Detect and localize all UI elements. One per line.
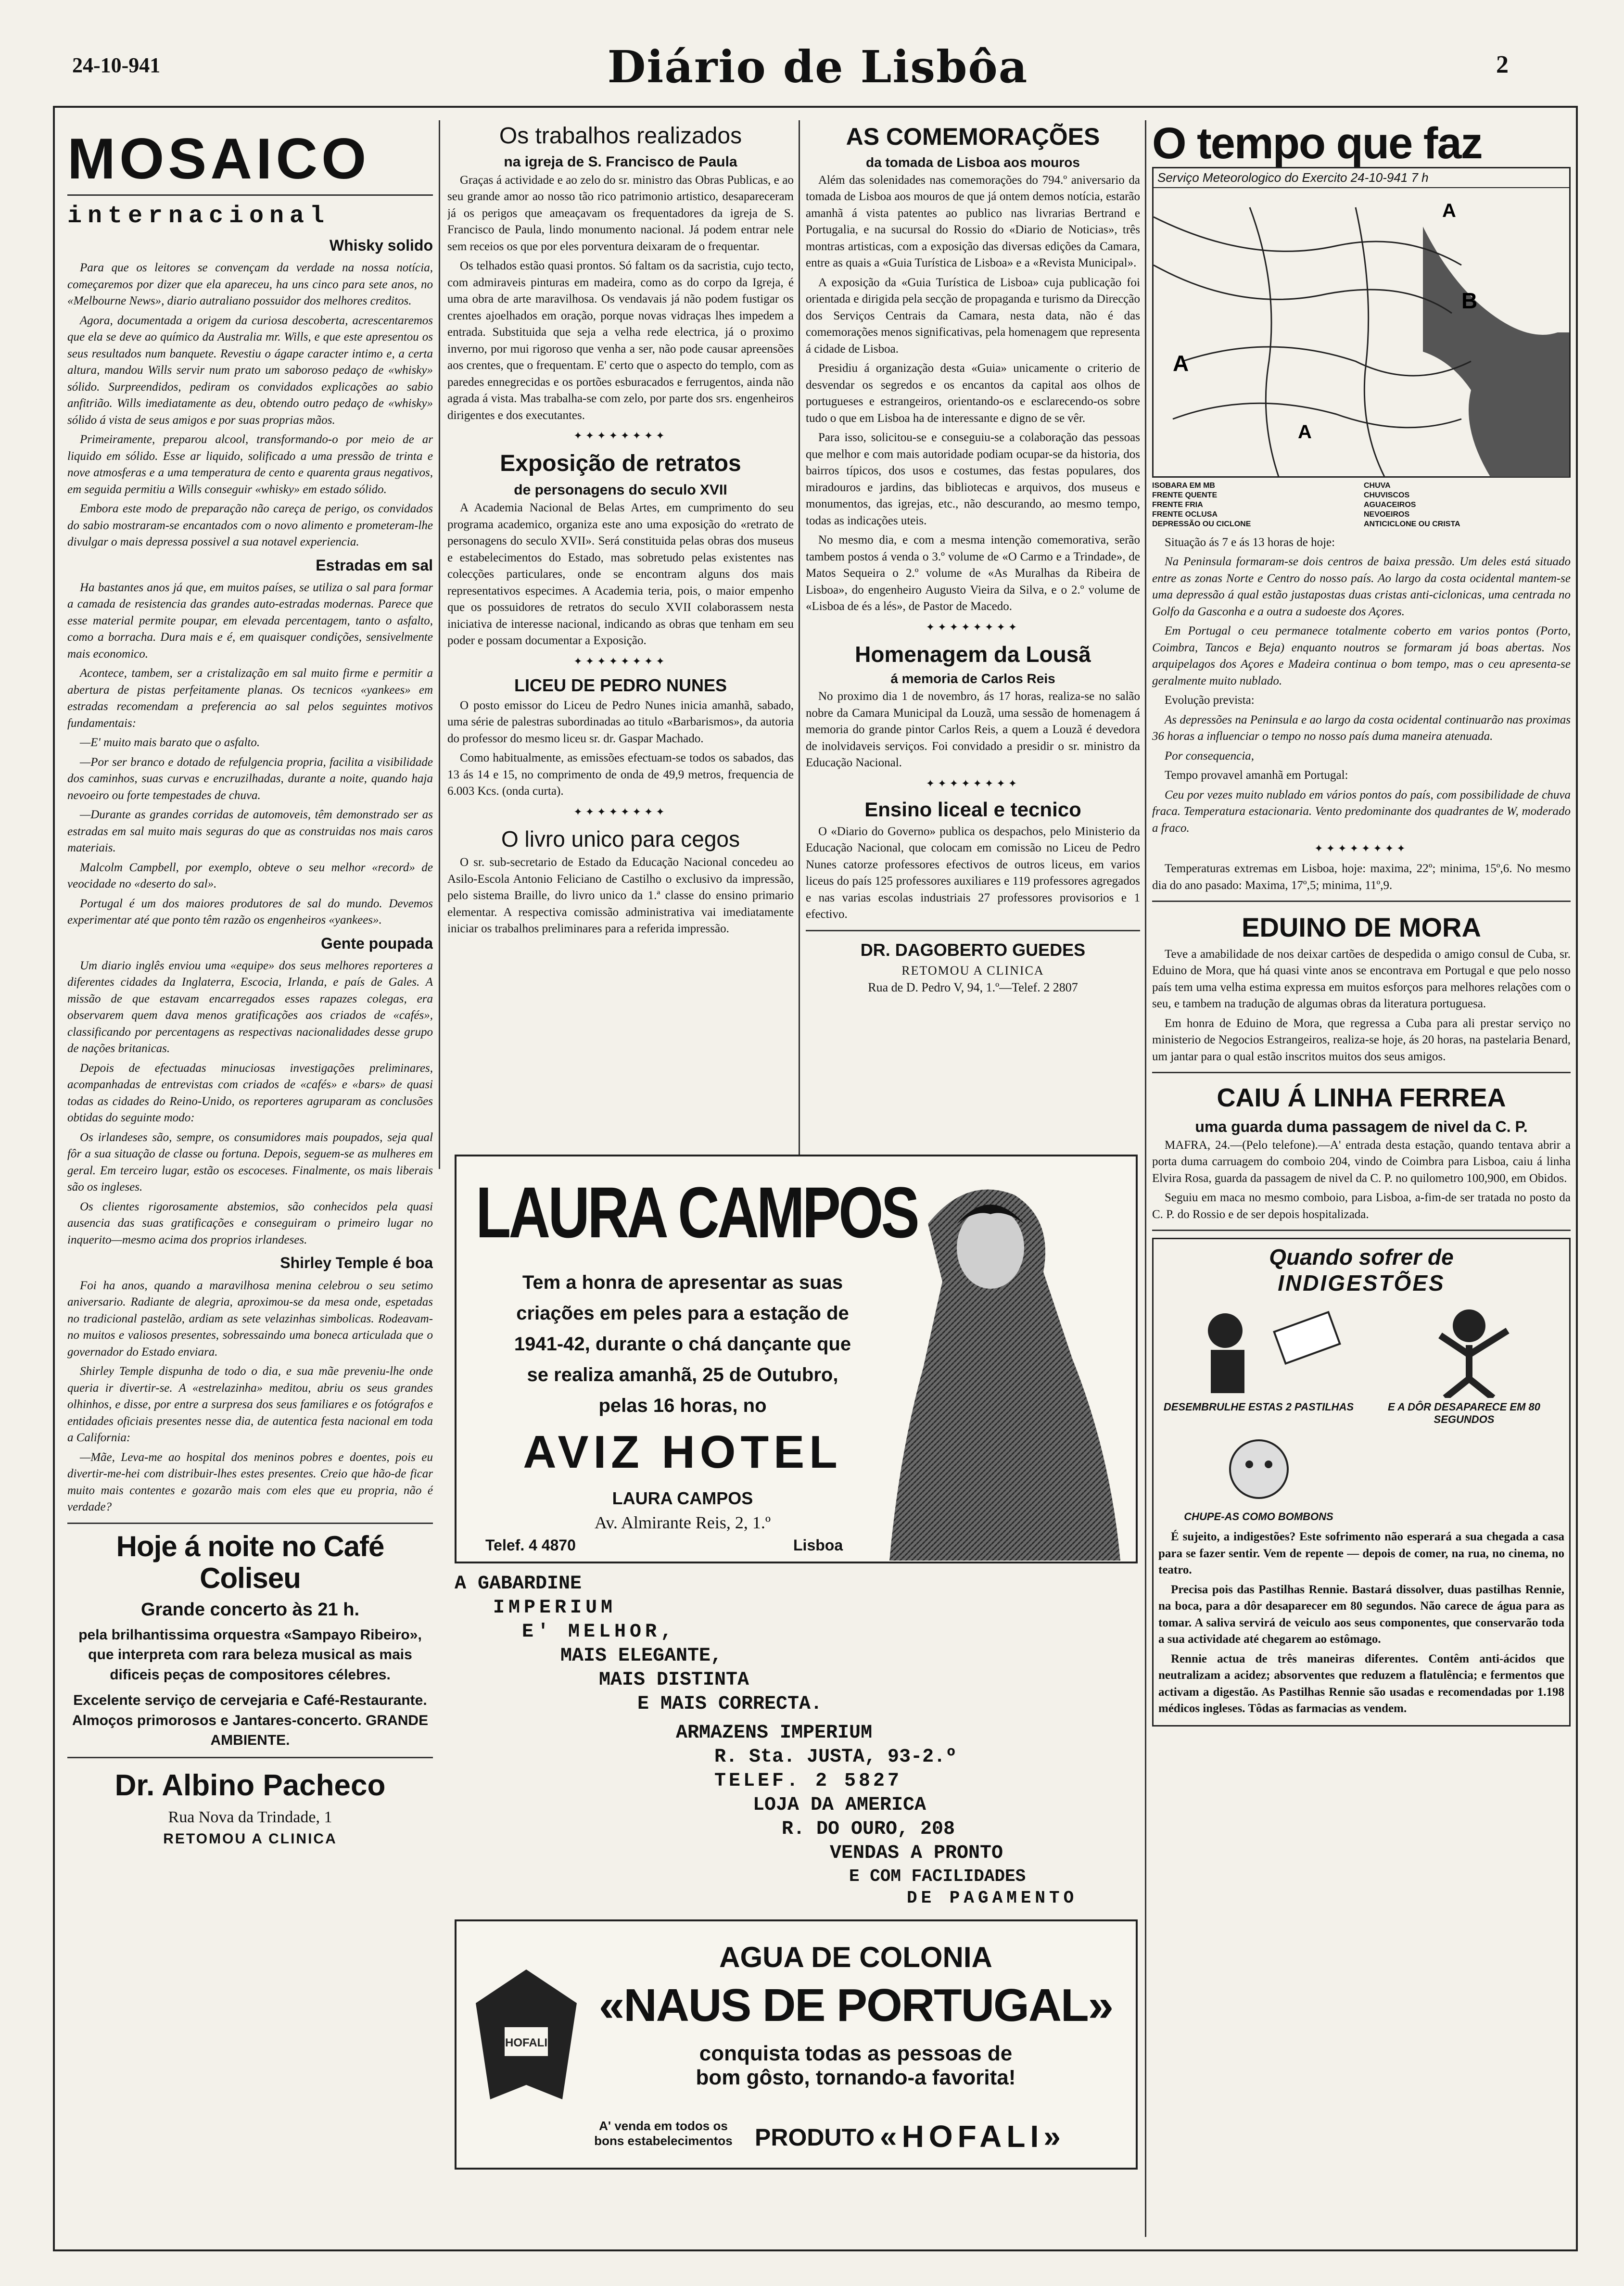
laura-title: LAURA CAMPOS (476, 1172, 917, 1253)
paragraph: Depois de efectuadas minuciosas investigações preliminares, acompanhadas de entrevistas com criados de «cafés» e «bars» de quasi todas as cidades do Reino-Unido, os reporteres agruparam as conclusões obtidas do seguinte modo: (67, 1061, 433, 1125)
figure-icon (1167, 1302, 1350, 1398)
coliseu-line: Grande concerto às 21 h. (140, 1599, 360, 1620)
tempo-title: O tempo que faz (1152, 120, 1482, 168)
gabardine-line: LOJA DA AMERICA (753, 1794, 926, 1816)
naus-line: conquista todas as pessoas de bom gôsto, tornando-a favorita! (696, 2042, 1016, 2089)
eagle-emblem-icon (471, 1965, 582, 2109)
coliseu-title: Hoje á noite no Café Coliseu (116, 1530, 384, 1594)
laura-campos-ad (455, 1155, 1138, 1563)
eduino-title: EDUINO DE MORA (1242, 912, 1481, 943)
paragraph: No proximo dia 1 de novembro, ás 17 horas, realiza-se no salão nobre da Camara Municipal da Louzã, uma sessão de homenagem á memoria do grande pintor Carlos Reis, a quem a Louzã é devedora de inolvidaveis serviços. Foi convidado a presidir o sr. ministro da Educação Nacional. (806, 690, 1140, 770)
livro-title: O livro unico para cegos (501, 826, 740, 851)
separator: ✦✦✦✦✦✦✦✦ (926, 621, 1020, 633)
fur-coat-model-illustration (870, 1166, 1130, 1561)
naus-line: «HOFALI» (880, 2119, 1066, 2154)
rennie-illustration (1158, 1431, 1359, 1523)
paragraph: As depressões na Peninsula e ao largo da costa ocidental continuarão nas proximas 36 horas a influenciar o tempo no nosso país duma maneira atenuada. (1152, 713, 1571, 743)
section-heading: Shirley Temple é boa (280, 1254, 433, 1272)
paragraph: Ceu por vezes muito nublado em vários pontos do país, com possibilidade de chuva fraca. Temperatura estacionaria. Vento predominante dos quadrantes de W, moderado a fraco. (1152, 788, 1571, 835)
liceu-title: LICEU DE PEDRO NUNES (514, 675, 727, 695)
lousa-title: Homenagem da Lousã (855, 641, 1091, 667)
legend-item: CHUVISCOS (1364, 491, 1410, 499)
paragraph: —Mãe, Leva-me ao hospital dos meninos pobres e doentes, pois eu divertir-me-hei com distribuir-lhes estes presentes. Creio que hão-de ficar muito mais contentes e gozarão mais com eles que eu propria, não é verdade? (67, 1450, 433, 1514)
isobar-map (1154, 188, 1569, 477)
figure-icon (1373, 1302, 1556, 1398)
laura-text: Tem a honra de apresentar as suas criações em peles para a estação de 1941-42, durante o chá dançante que se realiza amanhã, 25 de Outubro, pelas 16 horas, no (514, 1272, 851, 1416)
paragraph: Acontece, tambem, ser a cristalização em sal muito firme e permitir a abertura de pistas perfeitamente planas. Os tecnicos «yankees» em estradas recomendam a preferencia ao sal pelos seguintes motivos fundamentais: (67, 667, 433, 730)
exposicao-subtitle: de personagens do seculo XVII (514, 482, 727, 498)
mosaico-title: MOSAICO (67, 127, 370, 191)
paragraph: Ha bastantes anos já que, em muitos países, se utiliza o sal para formar a camada de resistencia das grandes auto-estradas modernas. Parece que esse material permite poupar, em elevada percentagem, tanto o asfalto, como a borracha. Dura mais e é, em quaisquer condições, sensivelmente mais economico. (67, 581, 433, 660)
map-legend (1152, 482, 1571, 529)
map-letter: B (1461, 288, 1478, 313)
paragraph: Presidiu á organização desta «Guia» unicamente o criterio de desvendar os segredos e os encantos da capital aos olhos de portugueses e estrangeiros, orientando-os e esclarecendo-os sobre tudo o que em Lisboa ha de interessante e digno de se vêr. (806, 362, 1140, 425)
paragraph: Embora este modo de preparação não careça de perigo, os convidados do sabio mostraram-se encantados com o novo alimento e prometeram-lhe divulgar o mais depressa possivel a sua notavel experiencia. (67, 502, 433, 549)
paragraph: Evolução prevista: (1165, 694, 1255, 707)
figure-icon (1167, 1431, 1350, 1508)
laura-address: Av. Almirante Reis, 2, 1.º (594, 1513, 771, 1532)
page-number: 2 (1496, 51, 1509, 78)
coliseu-line: Excelente serviço de cervejaria e Café-Restaurante. Almoços primorosos e Jantares-concerto. GRANDE AMBIENTE. (72, 1692, 429, 1749)
linha-subtitle: uma guarda duma passagem de nivel da C. P. (1195, 1118, 1528, 1135)
legend-item: ANTICICLONE OU CRISTA (1364, 520, 1460, 528)
paragraph: Os telhados estão quasi prontos. Só faltam os da sacristia, cujo tecto, com admiraveis pinturas em madeira, como as do corpo da Igreja, é uma obra de arte maravilhosa. Os vendavais já não podem fustigar os crentes ajoelhados em oração, porque novas vidraças lhes impedem a entrada. Substituida que seja a velha rede electrica, já o proximo inverno, por mui rigoroso que venha a ser, não pode causar apreensões aos crentes, que o frequentam. E' certo que o aspecto do templo, com as paredes ennegrecidas e os portões esburacados e ferrugentos, ainda não agrada á vista. Mas trabalha-se com zelo, por parte dos srs. engenheiros dirigentes e dos executantes. (447, 259, 794, 422)
map-letter: A (1298, 421, 1312, 443)
separator: ✦✦✦✦✦✦✦✦ (573, 430, 668, 442)
linha-title: CAIU Á LINHA FERREA (1217, 1083, 1506, 1113)
gabardine-line: E MAIS CORRECTA. (637, 1693, 823, 1715)
trabalhos-title: Os trabalhos realizados (499, 123, 742, 149)
paragraph: Para isso, solicitou-se e conseguiu-se a colaboração das pessoas que melhor e com mais autoridade podiam ocupar-se da historia, dos bairros típicos, dos usos e costumes, das festas populares, dos miradouros e jardins, das bibliotecas e arquivos, dos museus e monumentos, das igrejas, etc., não descurando, ao mesmo tempo, todas as indicações uteis. (806, 431, 1140, 527)
paragraph: Os clientes rigorosamente abstemios, são conhecidos pela quasi ausencia das suas gratificações e conseguiram o primeiro lugar no inquerito—mesmo acima dos proprios irlandeses. (67, 1200, 433, 1246)
gabardine-line: R. DO OURO, 208 (782, 1818, 955, 1840)
paragraph: É sujeito, a indigestões? Este sofrimento não esperará a sua chegada a casa para se fazer sentir. Vem de repente — depois de comer, na rua, no cinema, no teatro. (1158, 1530, 1564, 1577)
legend-item: FRENTE QUENTE (1152, 491, 1218, 499)
pacheco-note: RETOMOU A CLINICA (163, 1830, 337, 1847)
paragraph: Seguiu em maca no mesmo comboio, para Lisboa, a-fim-de ser tratada no posto da C. P. do Rossio e de ser depois hospitalizada. (1152, 1191, 1571, 1221)
trabalhos-subtitle: na igreja de S. Francisco de Paula (504, 154, 737, 170)
legend-item: FRENTE OCLUSA (1152, 510, 1218, 519)
paragraph: O sr. sub-secretario de Estado da Educação Nacional concedeu ao Asilo-Escola Antonio Feliciano de Castilho o exclusivo da impressão, pelo sistema Braille, do livro unico da 1.ª classe do ensino primario elementar. A respectiva comissão administrativa vai imediatamente iniciar os trabalhos preliminares para a referida impressão. (447, 856, 794, 936)
paragraph: A exposição da «Guia Turística de Lisboa» cuja publicação foi orientada e dirigida pela secção de propaganda e turismo da Direcção dos Serviços Centrais da Camara, nesta data, não é das comemorações menos significativas, pela homenagem que representa á cidade de Lisboa. (806, 276, 1140, 356)
separator: ✦✦✦✦✦✦✦✦ (1314, 842, 1408, 855)
legend-item: FRENTE FRIA (1152, 500, 1203, 509)
paragraph: Como habitualmente, as emissões efectuam-se todos os sabados, das 13 ás 14 e 15, no comprimento de onda de 49,9 metros, frequencia de 6.003 Kcs. (onda curta). (447, 751, 794, 798)
column-4 (1152, 120, 1571, 2237)
laura-phone: Telef. 4 4870 (485, 1537, 576, 1554)
paragraph: Precisa pois das Pastilhas Rennie. Bastará dissolver, duas pastilhas Rennie, na boca, para a dôr desaparecer em 80 segundos. Não carece de água para as tomar. A saliva servirá de veiculo aos seus componentes, que conservarão toda a sua actividade até chegarem ao estômago. (1158, 1583, 1564, 1646)
legend-item: NEVOEIROS (1364, 510, 1410, 519)
naus-de-portugal-ad (455, 1919, 1138, 2170)
paragraph: Primeiramente, preparou alcool, transformando-o por meio de ar liquido em sólido. Esse ar liquido, solificado a uma pressão de trinta e nove atmosferas e a uma temperatura de cento e quarenta graus negativos, em seguida permitiu a Wills conseguir «whisky» em estado sólido. (67, 433, 433, 496)
paragraph: Shirley Temple dispunha de todo o dia, e sua mãe preveniu-lhe onde queria ir divertir-se. A «estrelazinha» meditou, abriu os seus grandes olhinhos, e disse, por entre a surpresa dos seus familiares e os fotógrafos e entidades oficiais presentes nesse dia, de autentica festa nacional em toda a California: (67, 1365, 433, 1445)
paragraph: Situação ás 7 e ás 13 horas de hoje: (1165, 535, 1335, 549)
rennie-caption: DESEMBRULHE ESTAS 2 PASTILHAS (1163, 1401, 1354, 1413)
paragraph: Na Peninsula formaram-se dois centros de baixa pressão. Um deles está situado entre as zonas Norte e Centro do nosso país. Ao largo da costa ocidental mantem-se uma depressão á qual estão justapostas duas cristas anti-ciclonicas, uma centrada no Golfo da Gasconha e a outra a sudoeste dos Açores. (1152, 555, 1571, 618)
paragraph: O posto emissor do Liceu de Pedro Nunes inicia amanhã, sabado, uma série de palestras subordinadas ao titulo «Barbarismos», da autoria do professor do mesmo liceu sr. dr. Gaspar Machado. (447, 698, 794, 745)
gabardine-line: VENDAS A PRONTO (830, 1842, 1003, 1864)
paragraph: Graças á actividade e ao zelo do sr. ministro das Obras Publicas, e ao seu grande amor ao nosso tão rico patrimonio artistico, desapareceram já os perigos que ameaçavam os frequentadores da igreja de S. Francisco de Paula, lindo monumento nacional. Já podem entrar nele sem receios os que por eles porventura deixaram de o frequentar. (447, 173, 794, 253)
paragraph: Os irlandeses são, sempre, os consumidores mais poupados, seja qual fôr a sua situação de classe ou fortuna. Depois, seguem-se as mulheres em geral. Em terceiro lugar, estão os escoceses. Finalmente, os mais liberais são os ingleses. (67, 1130, 433, 1194)
naus-line: «NAUS DE PORTUGAL» (598, 1980, 1113, 2031)
paragraph: MAFRA, 24.—(Pelo telefone).—A' entrada desta estação, quando tentava abrir a porta duma carruagem do comboio 204, vindo de Coimbra para Lisboa, caiu á linha Elvira Rosa, guarda da passagem de nivel da C. P. no quilometro 100,900, em Obidos. (1152, 1138, 1571, 1185)
rennie-heading: Quando sofrer de (1269, 1245, 1454, 1270)
naus-line: PRODUTO (755, 2124, 875, 2151)
laura-city: Lisboa (793, 1537, 843, 1554)
paragraph: Rennie actua de três maneiras diferentes. Contêm anti-ácidos que neutralizam a acidez; absorventes que reduzem a flatulência; e fermentos que activam a digestão. As Pastilhas Rennie são usadas e recomendadas por 1.198 médicos ingleses. Tôdas as farmacias as vendem. (1158, 1652, 1564, 1715)
rennie-caption: E A DÔR DESAPARECE EM 80 SEGUNDOS (1387, 1401, 1541, 1426)
rennie-illustration (1364, 1302, 1564, 1426)
section-heading: Whisky solido (329, 237, 433, 254)
legend-item: DEPRESSÃO OU CICLONE (1152, 520, 1251, 528)
paragraph: A Academia Nacional de Belas Artes, em cumprimento do seu programa academico, organiza este ano uma exposição do «retrato de personagens do seculo XVII». Será constituida pelas obras dos museus e estabelecimentos do Estado, mas sobretudo pelas existentes nas colecções particulares, onde se encontram alguns dos mais representativos especimes. A Academia teria, pois, o maior empenho que os possuidores de retratos do seculo XVII colaborassem nesta iniciativa de interesse nacional, indicando as obras que tenham em seu poder e possam documentar a Exposição. (447, 501, 794, 648)
laura-hotel: AVIZ HOTEL (523, 1426, 842, 1478)
ensino-title: Ensino liceal e tecnico (864, 798, 1081, 821)
paragraph: Teve a amabilidade de nos deixar cartões de despedida o amigo consul de Cuba, sr. Eduino de Mora, que há quasi vinte anos se encontrava em Portugal e que pelo nosso país tem uma velha estima expressa em muitos esforços para melhores relações com o seu, e tambem na tradução de algumas obras da literatura portuguesa. (1152, 947, 1571, 1011)
paragraph: Malcolm Campbell, por exemplo, obteve o seu melhor «record» de veocidade no «deserto do sal». (67, 861, 433, 891)
rennie-illustration (1158, 1302, 1359, 1426)
gabardine-line: MAIS ELEGANTE, (560, 1645, 723, 1667)
paragraph: Em Portugal o ceu permanece totalmente coberto em varios pontos (Porto, Coimbra, Tancos e Beja) enquanto noutros se formaram já boas abertas. Nos arquipelagos dos Açores e Madeira continua o bom tempo, mas o ceu apresenta-se geralmente muito nublado. (1152, 624, 1571, 687)
legend-item: ISOBARA EM MB (1152, 481, 1215, 490)
issue-date: 24-10-941 (72, 53, 161, 77)
column-3 (806, 120, 1140, 1159)
gabardine-line: E COM FACILIDADES (849, 1867, 1026, 1886)
column-rule (1145, 120, 1146, 2237)
gabardine-line: E' MELHOR, (522, 1621, 676, 1643)
section-heading: Gente poupada (321, 934, 433, 952)
paragraph: Um diario inglês enviou uma «equipe» dos seus melhores reporteres a diferentes cidades da Inglaterra, Escocia, Irlanda, e país de Gales. A missão de que estavam encarregados esses rapazes colegas, era observarem quem dava menos gratificações aos criados de «cafés», classificando por percentagens as respectivas nacionalidades desse grupo de nações britanicas. (67, 959, 433, 1055)
rennie-caption: CHUPE-AS COMO BOMBONS (1184, 1511, 1333, 1523)
separator: ✦✦✦✦✦✦✦✦ (573, 655, 668, 667)
pacheco-name: Dr. Albino Pacheco (114, 1769, 386, 1803)
lousa-subtitle: á memoria de Carlos Reis (890, 671, 1055, 686)
gabardine-ad (455, 1573, 1138, 1908)
comemoracoes-subtitle: da tomada de Lisboa aos mouros (866, 155, 1080, 170)
paragraph: Temperaturas extremas em Lisboa, hoje: maxima, 22º; minima, 15º,6. No mesmo dia do ano pasado: Maxima, 17º,5; minima, 11º,9. (1152, 862, 1571, 892)
legend-item: AGUACEIROS (1364, 500, 1416, 509)
gabardine-line: TELEF. 2 5827 (714, 1770, 902, 1792)
naus-line: A' venda em todos os bons estabelecimentos (594, 2119, 733, 2148)
map-letter: A (1173, 350, 1189, 376)
guedes-address: Rua de D. Pedro V, 94, 1.º—Telef. 2 2807 (868, 980, 1078, 995)
separator: ✦✦✦✦✦✦✦✦ (926, 777, 1020, 789)
guedes-note: RETOMOU A CLINICA (901, 963, 1044, 978)
guedes-name: DR. DAGOBERTO GUEDES (860, 940, 1086, 960)
map-caption: Serviço Meteorologico do Exercito 24-10-941 7 h (1154, 168, 1569, 188)
paragraph: Por consequencia, (1165, 749, 1255, 762)
gabardine-line: R. Sta. JUSTA, 93-2.º (714, 1746, 957, 1768)
rennie-ad (1152, 1238, 1571, 1727)
newspaper-title: Diário de Lisbôa (607, 41, 1028, 93)
paragraph: Agora, documentada a origem da curiosa descoberta, acrescentaremos que ela se deve ao químico da Australia mr. Wills, e que este apresentou os seus resultados num banquete. Revestiu o ágape caracter intimo e, a certa altura, mandou Wills servir num prato um saboroso pedaço de «whisky» sólido. Surpreendidos, pediram os convidados explicações ao sabio anfitrião. Wills imediatamente as deu, obtendo outro pedaço de «whisky» sólido á vista de seus amigos e por suas proprias mãos. (67, 314, 433, 427)
gabardine-line: IMPERIUM (493, 1597, 617, 1619)
column-2 (447, 120, 794, 1159)
paragraph: Foi ha anos, quando a maravilhosa menina celebrou o seu setimo aniversario. Radiante de alegria, aproximou-se da mesa onde, espetadas no tradicional pastelão, ardiam as sete velazinhas simbolicas. Rodeavam-no muitos e valiosos presentes, sobressaindo uma boneca articulada que o governador do Estado enviara. (67, 1279, 433, 1359)
paragraph: —Durante as grandes corridas de automoveis, têm demonstrado ser as estradas em sal muito mais seguras do que as construidas nos mais caros materiais. (67, 808, 433, 855)
gabardine-line: DE PAGAMENTO (907, 1888, 1078, 1908)
coliseu-line: pela brilhantissima orquestra «Sampayo Ribeiro», que interpreta com rara beleza musical as mais dificeis peças de compositores célebres. (78, 1627, 422, 1683)
paragraph: Para que os leitores se convençam da verdade na nossa notícia, começaremos por dizer que ela apareceu, ha uns cinco para sete anos, no «Melbourne News», diario autraliano possuidor dos melhores creditos. (67, 261, 433, 308)
paragraph: Tempo provavel amanhã em Portugal: (1165, 769, 1348, 782)
logo-text: HOFALI (505, 2036, 547, 2049)
paragraph: Portugal é um dos maiores produtores de sal do mundo. Devemos experimentar até que ponto têm razão os engenheiros «yankees». (67, 897, 433, 927)
paragraph: O «Diario do Governo» publica os despachos, pelo Ministerio da Educação Nacional, que colocam em comissão no Liceu de Pedro Nunes catorze professores efectivos de outros liceus, em varios liceus do país 125 professores auxiliares e 119 professores agregados e nas varias escolas industriais 27 professores provisorios e 1 efectivo. (806, 825, 1140, 921)
weather-map (1152, 167, 1571, 478)
gabardine-line: ARMAZENS IMPERIUM (676, 1722, 873, 1744)
section-heading: Estradas em sal (316, 556, 433, 574)
separator: ✦✦✦✦✦✦✦✦ (573, 805, 668, 818)
legend-item: CHUVA (1364, 481, 1391, 490)
rennie-heading: INDIGESTÕES (1278, 1270, 1445, 1296)
paragraph: No mesmo dia, e com a mesma intenção comemorativa, serão tambem postos á venda o 3.º volume de «O Carmo e a Trindade», de Matos Sequeira o 2.º volume de «As Muralhas da Ribeira de Lisboa», do engenheiro Augusto Vieira da Silva, e o 2.º volume de «Lisboa de és a lés», de Pastor de Macedo. (806, 533, 1140, 613)
paragraph: Além das solenidades nas comemorações do 794.º aniversario da tomada de Lisboa aos mouros de que já ontem demos notícia, estarão amanhã á vista patentes ao publico nas livrarias Bertrand e Portugalia, e na sucursal do Rossio do «Diario de Noticias», três montras artisticas, com a exposição das diversas edições da Camara, entre as quais a «Guia Turística de Lisboa» e a «Revista Municipal». (806, 173, 1140, 270)
exposicao-title: Exposição de retratos (500, 451, 741, 477)
paragraph: —E' muito mais barato que o asfalto. (80, 736, 260, 749)
map-letter: A (1442, 200, 1456, 221)
laura-signature: LAURA CAMPOS (612, 1488, 753, 1508)
comemoracoes-title: AS COMEMORAÇÕES (846, 123, 1100, 150)
pacheco-address: Rua Nova da Trindade, 1 (168, 1808, 332, 1826)
gabardine-line: MAIS DISTINTA (599, 1669, 749, 1691)
gabardine-line: A GABARDINE (455, 1573, 582, 1595)
paragraph: Em honra de Eduino de Mora, que regressa a Cuba para ali prestar serviço no ministerio de Negocios Estrangeiros, realiza-se hoje, ás 20 horas, na pastelaria Benard, um jantar para o qual estão inscritos muitos dos seus amigos. (1152, 1016, 1571, 1063)
mosaico-subtitle: internacional (67, 203, 330, 230)
mosaico-column (67, 120, 433, 2237)
naus-line: AGUA DE COLONIA (719, 1941, 992, 1973)
paragraph: —Por ser branco e dotado de refulgencia propria, facilita a visibilidade dos caminhos, suas curvas e encruzilhadas, durante a noite, quando haja nevoeiro ou forte tempestades de chuva. (67, 755, 433, 802)
column-rule (799, 120, 800, 1155)
column-rule (439, 120, 440, 1169)
